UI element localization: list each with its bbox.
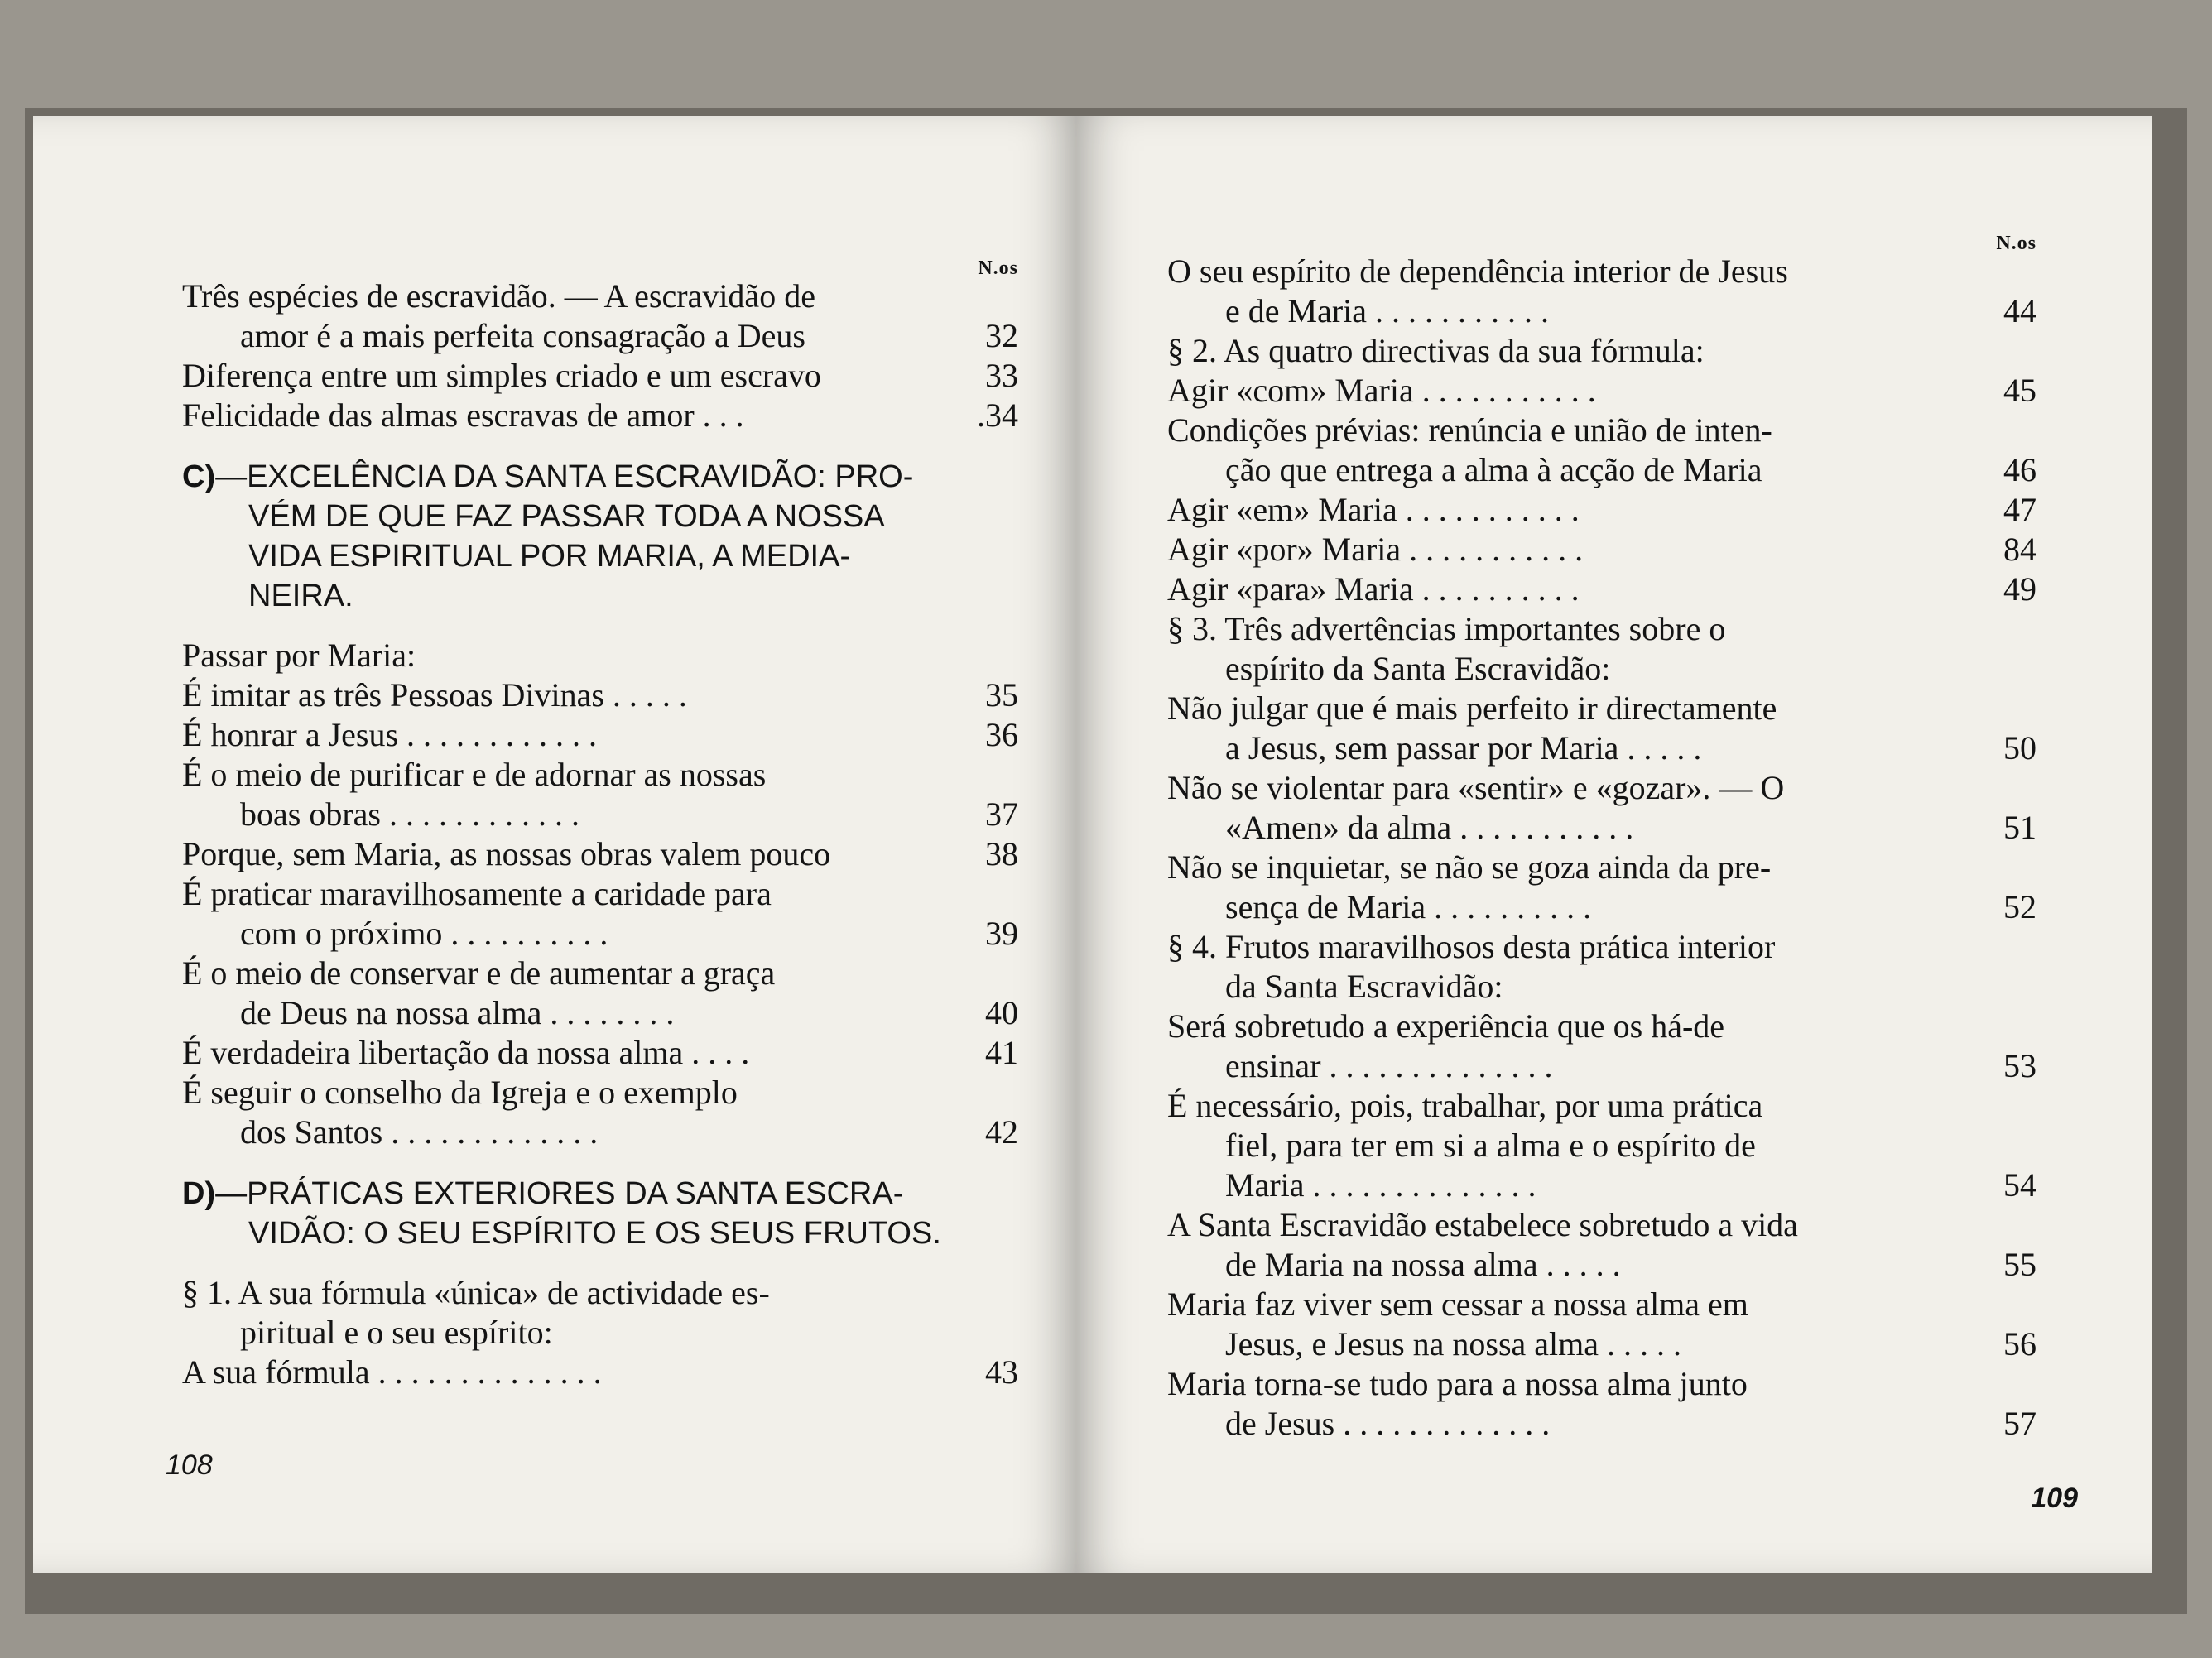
toc-entry-text <box>1167 1364 1987 1444</box>
toc-entry-number: 38 <box>985 835 1018 872</box>
toc-entry-text <box>182 715 969 755</box>
toc-entry <box>1167 848 2036 927</box>
toc-entry-text <box>182 1353 969 1392</box>
toc-entry-number: 57 <box>2003 1405 2036 1442</box>
toc-entry-line: amor é a mais perfeita consagração a Deus <box>240 317 805 354</box>
toc-entry-number: 56 <box>2003 1325 2036 1362</box>
toc-entry-text <box>1167 569 1987 609</box>
toc-entry-line: § 4. Frutos maravilhosos desta prática interior <box>1167 928 1776 965</box>
toc-entry-line: ção que entrega a alma à acção de Maria <box>1225 451 1762 488</box>
section-line: VIDA ESPIRITUAL POR MARIA, A MEDIA- <box>248 539 851 574</box>
toc-entry <box>1167 1007 2036 1086</box>
subheading: Passar por Maria: <box>182 637 416 674</box>
section-heading-d <box>182 1174 1018 1253</box>
right-page <box>1076 116 2152 1573</box>
toc-entry-number: 32 <box>985 317 1018 354</box>
column-header: N.os <box>978 257 1018 279</box>
toc-entry-line: Maria torna-se tudo para a nossa alma junto <box>1167 1365 1748 1402</box>
toc-entry <box>182 954 1018 1033</box>
toc-entry-text <box>1167 1086 1987 1205</box>
toc-entry <box>1167 371 2036 411</box>
toc-entry <box>182 1073 1018 1152</box>
toc-entry-text <box>182 755 969 834</box>
toc-entry-number: 36 <box>985 716 1018 753</box>
toc-entry <box>182 834 1018 874</box>
left-toc <box>182 248 1018 1392</box>
toc-entry <box>182 1353 1018 1392</box>
toc-entry <box>182 755 1018 834</box>
toc-entry-number: 54 <box>2003 1166 2036 1204</box>
toc-entry-text <box>1167 371 1987 411</box>
toc-entry-line: Agir «com» Maria . . . . . . . . . . . <box>1167 372 1596 409</box>
toc-entry-line: de Deus na nossa alma . . . . . . . . <box>240 994 675 1031</box>
toc-entry-text <box>1167 689 1987 768</box>
toc-entry-number: 33 <box>985 357 1018 394</box>
toc-entry-line: Três espécies de escravidão. — A escravidão de <box>182 277 815 315</box>
toc-entry <box>1167 927 2036 1007</box>
toc-entry-text <box>1167 1007 1987 1086</box>
section-letter: D) <box>182 1176 216 1211</box>
toc-entry-line: § 2. As quatro directivas da sua fórmula: <box>1167 332 1705 369</box>
toc-entry <box>1167 1364 2036 1444</box>
toc-entry-number: 53 <box>2003 1047 2036 1084</box>
toc-entry-number: 51 <box>2003 809 2036 846</box>
toc-entry-text <box>182 675 969 715</box>
toc-entry-number: 50 <box>2003 729 2036 767</box>
toc-entry-line: Será sobretudo a experiência que os há-de <box>1167 1007 1725 1045</box>
section-line: NEIRA. <box>248 579 353 613</box>
toc-entry-number: 40 <box>985 994 1018 1031</box>
toc-entry <box>182 356 1018 396</box>
toc-entry-line: da Santa Escravidão: <box>1225 968 1503 1005</box>
toc-group-c <box>182 675 1018 1152</box>
toc-entry-line: Porque, sem Maria, as nossas obras valem pouco <box>182 835 831 872</box>
toc-entry-line: de Jesus . . . . . . . . . . . . . <box>1225 1405 1551 1442</box>
toc-entry-line: O seu espírito de dependência interior de Jesus <box>1167 252 1788 290</box>
toc-entry-line: e de Maria . . . . . . . . . . . <box>1225 292 1550 329</box>
toc-entry-text <box>1167 1285 1987 1364</box>
toc-entry <box>1167 609 2036 689</box>
column-header: N.os <box>1996 233 2036 254</box>
toc-entry-text <box>182 1033 969 1073</box>
section-line: VIDÃO: O SEU ESPÍRITO E OS SEUS FRUTOS. <box>248 1216 941 1251</box>
toc-entry-line: a Jesus, sem passar por Maria . . . . . <box>1225 729 1702 767</box>
toc-entry-line: Agir «em» Maria . . . . . . . . . . . <box>1167 491 1580 528</box>
toc-entry-number: 39 <box>985 915 1018 952</box>
toc-entry <box>182 1033 1018 1073</box>
toc-entry-line: Felicidade das almas escravas de amor . . . <box>182 396 744 434</box>
toc-entry-text <box>182 834 969 874</box>
toc-entry-number: 49 <box>2003 570 2036 608</box>
toc-entry-line: «Amen» da alma . . . . . . . . . . . <box>1225 809 1634 846</box>
toc-entry-line: boas obras . . . . . . . . . . . . <box>240 795 579 833</box>
toc-entry-number: 35 <box>985 676 1018 714</box>
toc-entry <box>1167 331 2036 371</box>
toc-entry-text <box>1167 927 1987 1007</box>
toc-entry-line: É verdadeira libertação da nossa alma . . . . <box>182 1034 750 1071</box>
toc-entry-text <box>1167 1205 1987 1285</box>
toc-entry-text <box>1167 530 1987 569</box>
toc-entry <box>1167 569 2036 609</box>
toc-entry <box>182 396 1018 435</box>
toc-entry-text <box>1167 331 1987 371</box>
toc-entry-line: Não julgar que é mais perfeito ir directamente <box>1167 690 1777 727</box>
toc-entry <box>1167 252 2036 331</box>
toc-entry-line: Jesus, e Jesus na nossa alma . . . . . <box>1225 1325 1682 1362</box>
toc-group-d <box>182 1353 1018 1392</box>
toc-entry-line: fiel, para ter em si a alma e o espírito de <box>1225 1127 1756 1164</box>
toc-entry-number: 47 <box>2003 491 2036 528</box>
toc-entry-number: 42 <box>985 1113 1018 1151</box>
toc-entry-text <box>1167 848 1987 927</box>
section-heading-c <box>182 457 1018 616</box>
toc-entry-line: de Maria na nossa alma . . . . . <box>1225 1246 1621 1283</box>
toc-entry <box>182 675 1018 715</box>
toc-entry-line: ensinar . . . . . . . . . . . . . . <box>1225 1047 1553 1084</box>
toc-entry-line: Agir «por» Maria . . . . . . . . . . . <box>1167 531 1584 568</box>
right-toc <box>1167 223 2036 1444</box>
toc-entry-number: 45 <box>2003 372 2036 409</box>
section-line: VÉM DE QUE FAZ PASSAR TODA A NOSSA <box>248 499 885 534</box>
toc-group-right <box>1167 252 2036 1444</box>
toc-entry <box>1167 768 2036 848</box>
toc-entry-line: É honrar a Jesus . . . . . . . . . . . . <box>182 716 598 753</box>
left-page <box>33 116 1076 1573</box>
toc-entry-number: .34 <box>977 396 1018 434</box>
subheading <box>182 1273 1018 1353</box>
toc-entry-line: É praticar maravilhosamente a caridade para <box>182 875 772 912</box>
toc-entry <box>182 276 1018 356</box>
toc-entry <box>1167 490 2036 530</box>
toc-entry-line: § 3. Três advertências importantes sobre o <box>1167 610 1726 647</box>
toc-entry-line: sença de Maria . . . . . . . . . . <box>1225 888 1592 925</box>
toc-entry-text <box>182 954 969 1033</box>
toc-entry <box>1167 1086 2036 1205</box>
toc-entry-line: É imitar as três Pessoas Divinas . . . . . <box>182 676 687 714</box>
toc-entry-number: 37 <box>985 795 1018 833</box>
toc-entry-text <box>1167 609 1987 689</box>
toc-entry-text <box>1167 252 1987 331</box>
toc-entry-line: Não se violentar para «sentir» e «gozar». — O <box>1167 769 1785 806</box>
toc-group-a <box>182 276 1018 435</box>
toc-entry-number: 55 <box>2003 1246 2036 1283</box>
toc-entry-line: Não se inquietar, se não se goza ainda da pre- <box>1167 848 1772 886</box>
subheading-line: § 1. A sua fórmula «única» de actividade es- <box>182 1274 770 1311</box>
toc-entry <box>1167 689 2036 768</box>
section-line: —PRÁTICAS EXTERIORES DA SANTA ESCRA- <box>215 1176 904 1211</box>
toc-entry-line: É seguir o conselho da Igreja e o exemplo <box>182 1074 738 1111</box>
toc-entry-line: Diferença entre um simples criado e um escravo <box>182 357 821 394</box>
section-letter: C) <box>182 459 216 494</box>
page-number: 108 <box>166 1449 213 1481</box>
toc-entry-text <box>1167 768 1987 848</box>
subheading-line: piritual e o seu espírito: <box>240 1314 553 1351</box>
toc-entry <box>182 715 1018 755</box>
toc-entry-line: espírito da Santa Escravidão: <box>1225 650 1611 687</box>
toc-entry-text <box>182 396 969 435</box>
toc-entry-text <box>182 874 969 954</box>
toc-entry-text <box>182 1073 969 1152</box>
toc-entry-text <box>1167 490 1987 530</box>
toc-entry-line: É necessário, pois, trabalhar, por uma prática <box>1167 1087 1763 1124</box>
toc-entry <box>1167 411 2036 490</box>
toc-entry-line: Maria faz viver sem cessar a nossa alma em <box>1167 1286 1748 1323</box>
toc-entry-line: Agir «para» Maria . . . . . . . . . . <box>1167 570 1580 608</box>
toc-entry-line: A Santa Escravidão estabelece sobretudo a vida <box>1167 1206 1798 1243</box>
toc-entry-number: 46 <box>2003 451 2036 488</box>
toc-entry <box>1167 1205 2036 1285</box>
toc-entry-line: com o próximo . . . . . . . . . . <box>240 915 608 952</box>
toc-entry-line: Maria . . . . . . . . . . . . . . <box>1225 1166 1536 1204</box>
toc-entry-line: É o meio de conservar e de aumentar a graça <box>182 954 776 992</box>
toc-entry-text <box>182 276 969 356</box>
toc-entry-line: Condições prévias: renúncia e união de inten- <box>1167 411 1772 449</box>
toc-entry-text <box>182 356 969 396</box>
toc-entry <box>1167 530 2036 569</box>
toc-entry-line: A sua fórmula . . . . . . . . . . . . . . <box>182 1353 602 1391</box>
toc-entry-number: 44 <box>2003 292 2036 329</box>
page-number: 109 <box>2031 1483 2078 1514</box>
toc-entry-line: dos Santos . . . . . . . . . . . . . <box>240 1113 599 1151</box>
toc-entry-number: 52 <box>2003 888 2036 925</box>
section-line: —EXCELÊNCIA DA SANTA ESCRAVIDÃO: PRO- <box>215 459 914 494</box>
toc-entry-text <box>1167 411 1987 490</box>
toc-entry <box>182 874 1018 954</box>
toc-entry-number: 41 <box>985 1034 1018 1071</box>
toc-entry-number: 43 <box>985 1353 1018 1391</box>
toc-entry-number: 84 <box>2003 531 2036 568</box>
toc-entry-line: É o meio de purificar e de adornar as nossas <box>182 756 767 793</box>
toc-entry <box>1167 1285 2036 1364</box>
